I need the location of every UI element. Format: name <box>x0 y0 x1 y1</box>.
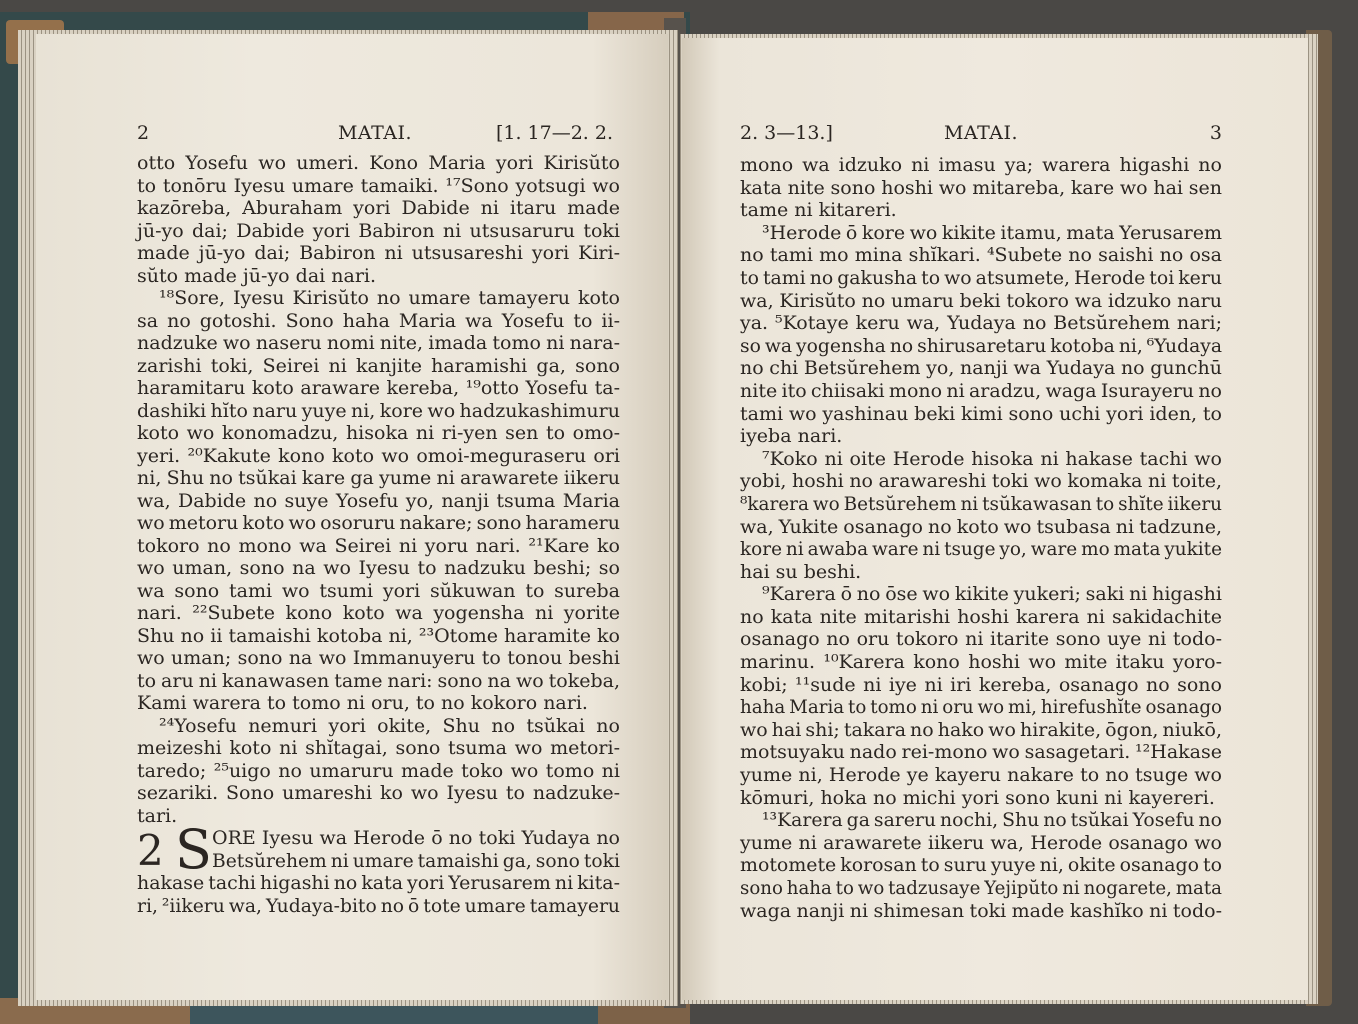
text-line: wo metoru koto wo osoruru nakare; sono harameru <box>137 512 620 534</box>
text-line: zarishi toki, Seirei ni kanjite haramishi ga, sono <box>137 354 620 377</box>
running-title: MATAI. <box>337 122 413 144</box>
text-line: to aru ni kanawasen tame nari: sono na wo tokeba, <box>137 669 620 692</box>
text-line: dashiki hĭto naru yuye ni, kore wo hadzukashimuru <box>137 399 620 422</box>
text-line: nari. ²²Subete kono koto wa yogensha ni yorite <box>137 602 620 624</box>
text-column-right <box>740 154 1222 922</box>
text-line: jū-yo dai; Dabide yori Babiron ni utsusaruru toki <box>137 219 620 242</box>
text-line: yobi, hoshi no arawareshi toki wo komaka ni toite, <box>740 470 1222 493</box>
text-line: wa sono tami wo tsumi yori sŭkuwan to sureba <box>137 579 620 602</box>
text-line: sa no gotoshi. Sono haha Maria wa Yosefu to ii- <box>137 309 620 332</box>
text-line: hakase tachi higashi no kata yori Yerusarem ni kita- <box>137 872 620 894</box>
text-line: ⁸karera wo Betsŭrehem ni tsŭkawasan to shĭte iikeru <box>740 492 1222 515</box>
text-line: meizeshi koto ni shĭtagai, sono tsuma wo metori- <box>137 737 620 759</box>
text-line: ni, Shu no tsŭkai kare ga yume ni arawarete iikeru <box>137 467 620 489</box>
running-header-right <box>740 121 1222 145</box>
running-header-left <box>137 121 613 145</box>
text-line: tame ni kitareri. <box>740 199 897 222</box>
text-line: tami wo yashinau beki kimi sono uchi yori iden, to <box>740 402 1222 425</box>
text-line: koto wo konomadzu, hisoka ni ri-yen sen to omo- <box>137 422 620 444</box>
text-line: ORE Iyesu wa Herode ō no toki Yudaya no <box>212 827 620 849</box>
text-line: ya. ⁵Kotaye keru wa, Yudaya no Betsŭrehem nari; <box>740 312 1222 335</box>
text-line: wa, Yukite osanago no koto wo tsubasa ni tadzune, <box>740 515 1222 538</box>
text-line: tokoro no mono wa Seirei ni yoru nari. ²¹Kare ko <box>137 534 620 557</box>
chapter-opening <box>137 818 620 917</box>
text-line: sŭto made jū-yo dai nari. <box>137 264 377 287</box>
text-line: yume ni, Herode ye kayeru nakare to no tsuge wo <box>740 764 1222 787</box>
text-line: ⁷Koko ni oite Herode hisoka ni hakase tachi wo <box>762 447 1222 470</box>
text-line: sezariki. Sono umareshi ko wo Iyesu to nadzuke- <box>137 782 620 804</box>
text-line: hai su beshi. <box>740 560 862 583</box>
paragraph <box>740 222 1222 448</box>
text-line: no chi Betsŭrehem yo, nanji wa Yudaya no gunchū <box>740 357 1222 380</box>
text-line: haramitaru koto araware kereba, ¹⁹otto Yosefu ta- <box>137 377 620 399</box>
text-line: Kami warera to tomo ni oru, to no kokoro nari. <box>137 692 588 714</box>
text-line: made jū-yo dai; Babiron ni utsusareshi yori Kiri- <box>137 242 620 264</box>
text-line: nite ito chiisaki mono ni aradzu, waga Isurayeru no <box>740 379 1222 402</box>
paragraph <box>740 448 1222 584</box>
text-line: ²⁴Yosefu nemuri yori okite, Shu no tsŭkai no <box>159 714 620 737</box>
text-line: kōmuri, hoka no michi yori sono kuni ni kayereri. <box>740 786 1215 809</box>
text-line: wa, Dabide no suye Yosefu yo, nanji tsuma Maria <box>137 489 620 512</box>
text-line: waga nanji ni shimesan toki made kashĭko ni todo- <box>740 899 1222 922</box>
text-line: ¹⁸Sore, Iyesu Kirisŭto no umare tamayeru koto <box>159 287 620 309</box>
paragraph <box>137 152 620 287</box>
text-line: iyeba nari. <box>740 425 843 448</box>
verse-range: [1. 17—2. 2. <box>495 122 613 144</box>
text-line: kata nite sono hoshi wo mitareba, kare wo hai sen <box>740 176 1222 199</box>
text-line: Betsŭrehem ni umare tamaishi ga, sono toki <box>212 849 620 872</box>
text-line: to tami no gakusha to wo atsumete, Herode toi keru <box>740 266 1222 289</box>
text-line: Shu no ii tamaishi kotoba ni, ²³Otome haramite ko <box>137 624 620 647</box>
paragraph <box>740 154 1222 222</box>
text-line: wa, Kirisŭto no umaru beki tokoro wa idzuko naru <box>740 289 1222 312</box>
text-line: osanago no oru tokoro ni itarite sono uye ni todo- <box>740 628 1222 651</box>
text-line: ⁹Karera ō no ōse wo kikite yukeri; saki ni higashi <box>762 583 1222 606</box>
paragraph <box>137 287 620 715</box>
text-line: wo uman, sono na wo Iyesu to nadzuku beshi; so <box>137 557 620 579</box>
text-line: to tonōru Iyesu umare tamaiki. ¹⁷Sono yotsugi wo <box>137 174 620 197</box>
text-line: ri, ²iikeru wa, Yudaya-bito no ō tote umare tamayeru <box>137 894 620 917</box>
paragraph <box>740 583 1222 809</box>
text-line: motsuyaku nado rei-mono wo sasagetari. ¹²Hakase <box>740 741 1222 764</box>
drop-cap: S <box>175 818 212 881</box>
page-number: 2 <box>137 122 150 144</box>
text-line: kobi; ¹¹sude ni iye ni iri kereba, osanago no sono <box>740 673 1222 696</box>
text-line: no kata nite mitarishi hoshi karera ni sakidachite <box>740 605 1222 628</box>
page-number: 3 <box>1209 122 1222 144</box>
text-line: marinu. ¹⁰Karera kono hoshi wo mite itaku yoro- <box>740 651 1222 674</box>
text-line: motomete korosan to suru yuye ni, okite osanago to <box>740 854 1222 877</box>
verse-range: 2. 3—13.] <box>740 122 833 144</box>
text-line: tari. <box>137 804 178 827</box>
text-line: so wa yogensha no shirusaretaru kotoba ni, ⁶Yudaya <box>740 334 1222 357</box>
text-line: mono wa idzuko ni imasu ya; warera higashi no <box>740 154 1222 176</box>
paragraph <box>740 809 1222 922</box>
text-column-left <box>137 152 620 917</box>
text-line: wo uman; sono na wo Immanuyeru to tonou beshi <box>137 647 620 669</box>
text-line: no tami mo mina shĭkari. ⁴Subete no saishi no osa <box>740 244 1222 267</box>
text-line: wo hai shi; takara no hako wo hirakite, ōgon, niukō, <box>740 718 1222 741</box>
paragraph <box>137 715 620 828</box>
running-title: MATAI. <box>943 122 1019 144</box>
text-line: kazōreba, Aburaham yori Dabide ni itaru made <box>137 197 620 219</box>
text-line: otto Yosefu wo umeri. Kono Maria yori Kirisŭto <box>137 152 620 174</box>
text-line: ¹³Karera ga sareru nochi, Shu no tsŭkai Yosefu no <box>762 809 1222 832</box>
text-line: sono haha to wo tadzusaye Yejipŭto ni nogarete, mata <box>740 877 1222 899</box>
text-line: yeri. ²⁰Kakute kono koto wo omoi-meguraseru ori <box>137 444 620 467</box>
text-line: yume ni arawarete iikeru wa, Herode osanago wo <box>740 831 1222 854</box>
chapter-number: 2 <box>137 826 164 875</box>
text-line: taredo; ²⁵uigo no umaruru made toko wo tomo ni <box>137 759 620 782</box>
text-line: nadzuke wo naseru nomi nite, imada tomo ni nara- <box>137 332 620 354</box>
text-line: ³Herode ō kore wo kikite itamu, mata Yerusarem <box>762 221 1222 244</box>
text-line: kore ni awaba ware ni tsuge yo, ware mo mata yukite <box>740 538 1222 561</box>
text-line: haha Maria to tomo ni oru wo mi, hirefushĭte osanago <box>740 696 1222 719</box>
